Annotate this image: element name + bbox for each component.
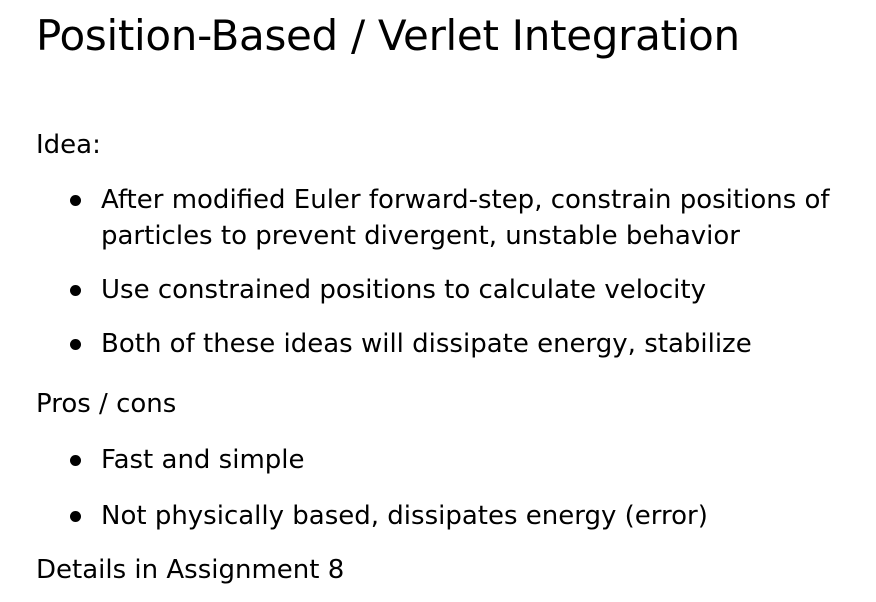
bullet-icon <box>70 195 81 206</box>
list-item <box>0 182 876 254</box>
bullet-text: After modified Euler forward-step, constrain positions of particles to prevent divergent, unstable behavior <box>101 185 830 251</box>
bullet-icon <box>70 339 81 350</box>
pros-cons-bullet-list <box>0 442 876 534</box>
slide-title: Position-Based / Verlet Integration <box>36 11 740 60</box>
bullet-text: Not physically based, dissipates energy (error) <box>101 501 708 531</box>
bullet-text: Fast and simple <box>101 445 305 475</box>
footer-note: Details in Assignment 8 <box>36 555 345 585</box>
bullet-icon <box>70 511 81 522</box>
bullet-text: Use constrained positions to calculate velocity <box>101 275 706 305</box>
list-item <box>0 272 876 308</box>
list-item <box>0 498 876 534</box>
bullet-icon <box>70 455 81 466</box>
bullet-text: Both of these ideas will dissipate energy, stabilize <box>101 329 752 359</box>
idea-bullet-list <box>0 182 876 362</box>
section-heading-pros-cons: Pros / cons <box>36 389 177 419</box>
bullet-icon <box>70 285 81 296</box>
list-item <box>0 326 876 362</box>
section-heading-idea: Idea: <box>36 130 101 160</box>
list-item <box>0 442 876 478</box>
